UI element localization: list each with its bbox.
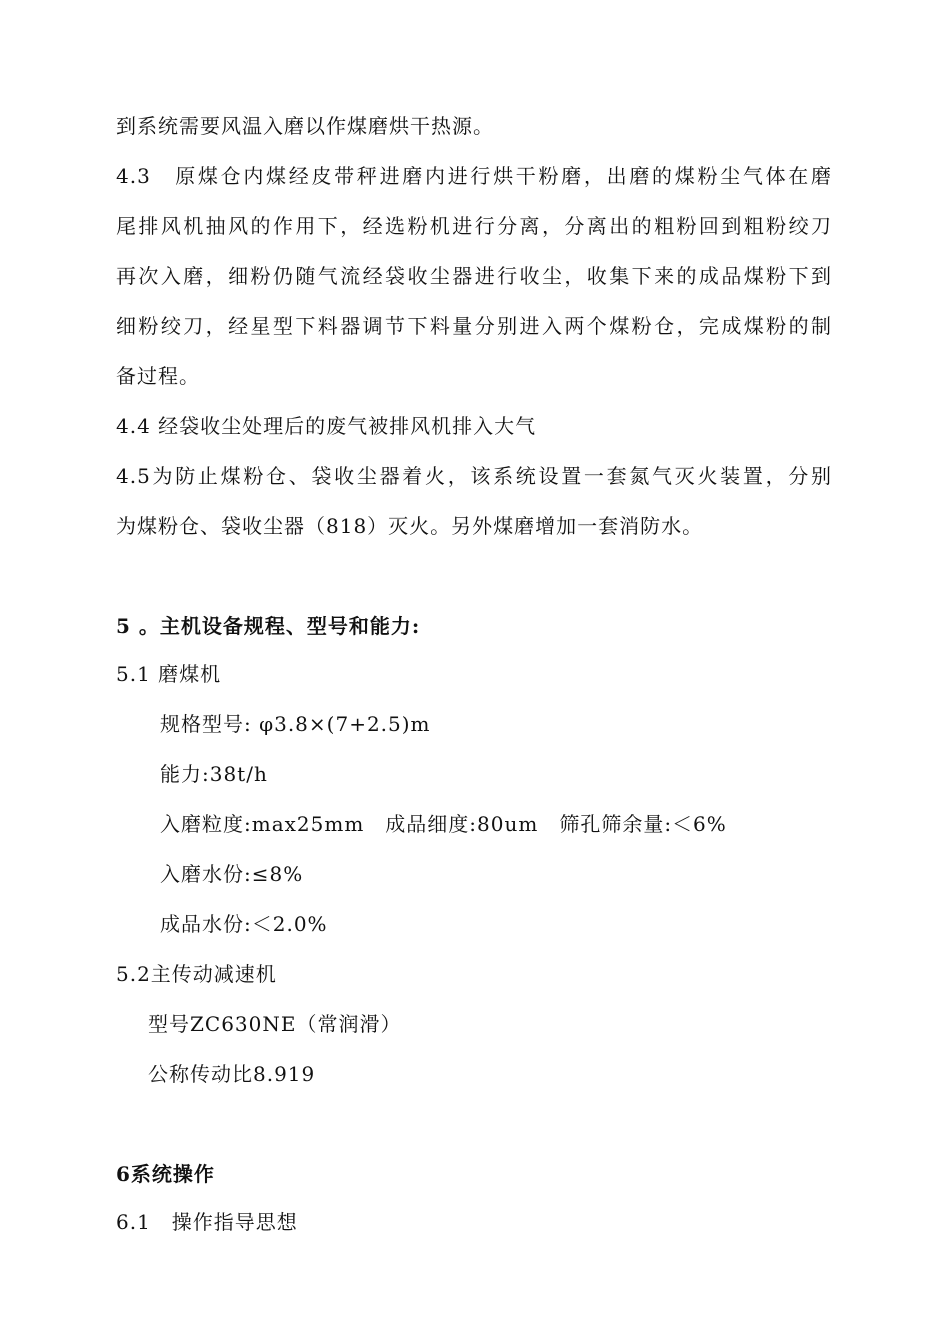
section-5-2-heading: 5.2主传动减速机 [116, 962, 277, 986]
reducer-model: 型号ZC630NE（常润滑） [148, 1012, 402, 1036]
section-4-4: 4.4 经袋收尘处理后的废气被排风机排入大气 [116, 414, 537, 438]
reducer-ratio: 公称传动比8.919 [148, 1062, 316, 1086]
section-4-3-line-5: 备过程。 [116, 364, 200, 388]
spec-model: 规格型号: φ3.8×(7+2.5)m [160, 712, 431, 736]
section-4-5-line-1: 4.5为防止煤粉仓、袋收尘器着火，该系统设置一套氮气灭火装置，分别 [116, 464, 832, 488]
spec-input-moisture: 入磨水份:≤8% [160, 862, 304, 886]
section-6-heading: 6系统操作 [116, 1162, 215, 1186]
paragraph-line: 到系统需要风温入磨以作煤磨烘干热源。 [116, 114, 494, 138]
section-4-3-line-1: 4.3 原煤仓内煤经皮带秤进磨内进行烘干粉磨，出磨的煤粉尘气体在磨 [116, 164, 832, 188]
section-4-3-line-3: 再次入磨，细粉仍随气流经袋收尘器进行收尘，收集下来的成品煤粉下到 [116, 264, 832, 288]
spec-product-moisture: 成品水份:＜2.0% [160, 912, 328, 936]
section-5-heading: 5 。主机设备规程、型号和能力: [116, 614, 421, 638]
section-4-3-line-2: 尾排风机抽风的作用下，经选粉机进行分离，分离出的粗粉回到粗粉绞刀 [116, 214, 832, 238]
spec-granularity: 入磨粒度:max25mm 成品细度:80um 筛孔筛余量:＜6% [160, 812, 727, 836]
section-5-1-heading: 5.1 磨煤机 [116, 662, 222, 686]
spec-capacity: 能力:38t/h [160, 762, 268, 786]
section-4-3-line-4: 细粉绞刀，经星型下料器调节下料量分别进入两个煤粉仓，完成煤粉的制 [116, 314, 832, 338]
section-6-1-heading: 6.1 操作指导思想 [116, 1210, 298, 1234]
section-4-5-line-2: 为煤粉仓、袋收尘器（818）灭火。另外煤磨增加一套消防水。 [116, 514, 704, 538]
